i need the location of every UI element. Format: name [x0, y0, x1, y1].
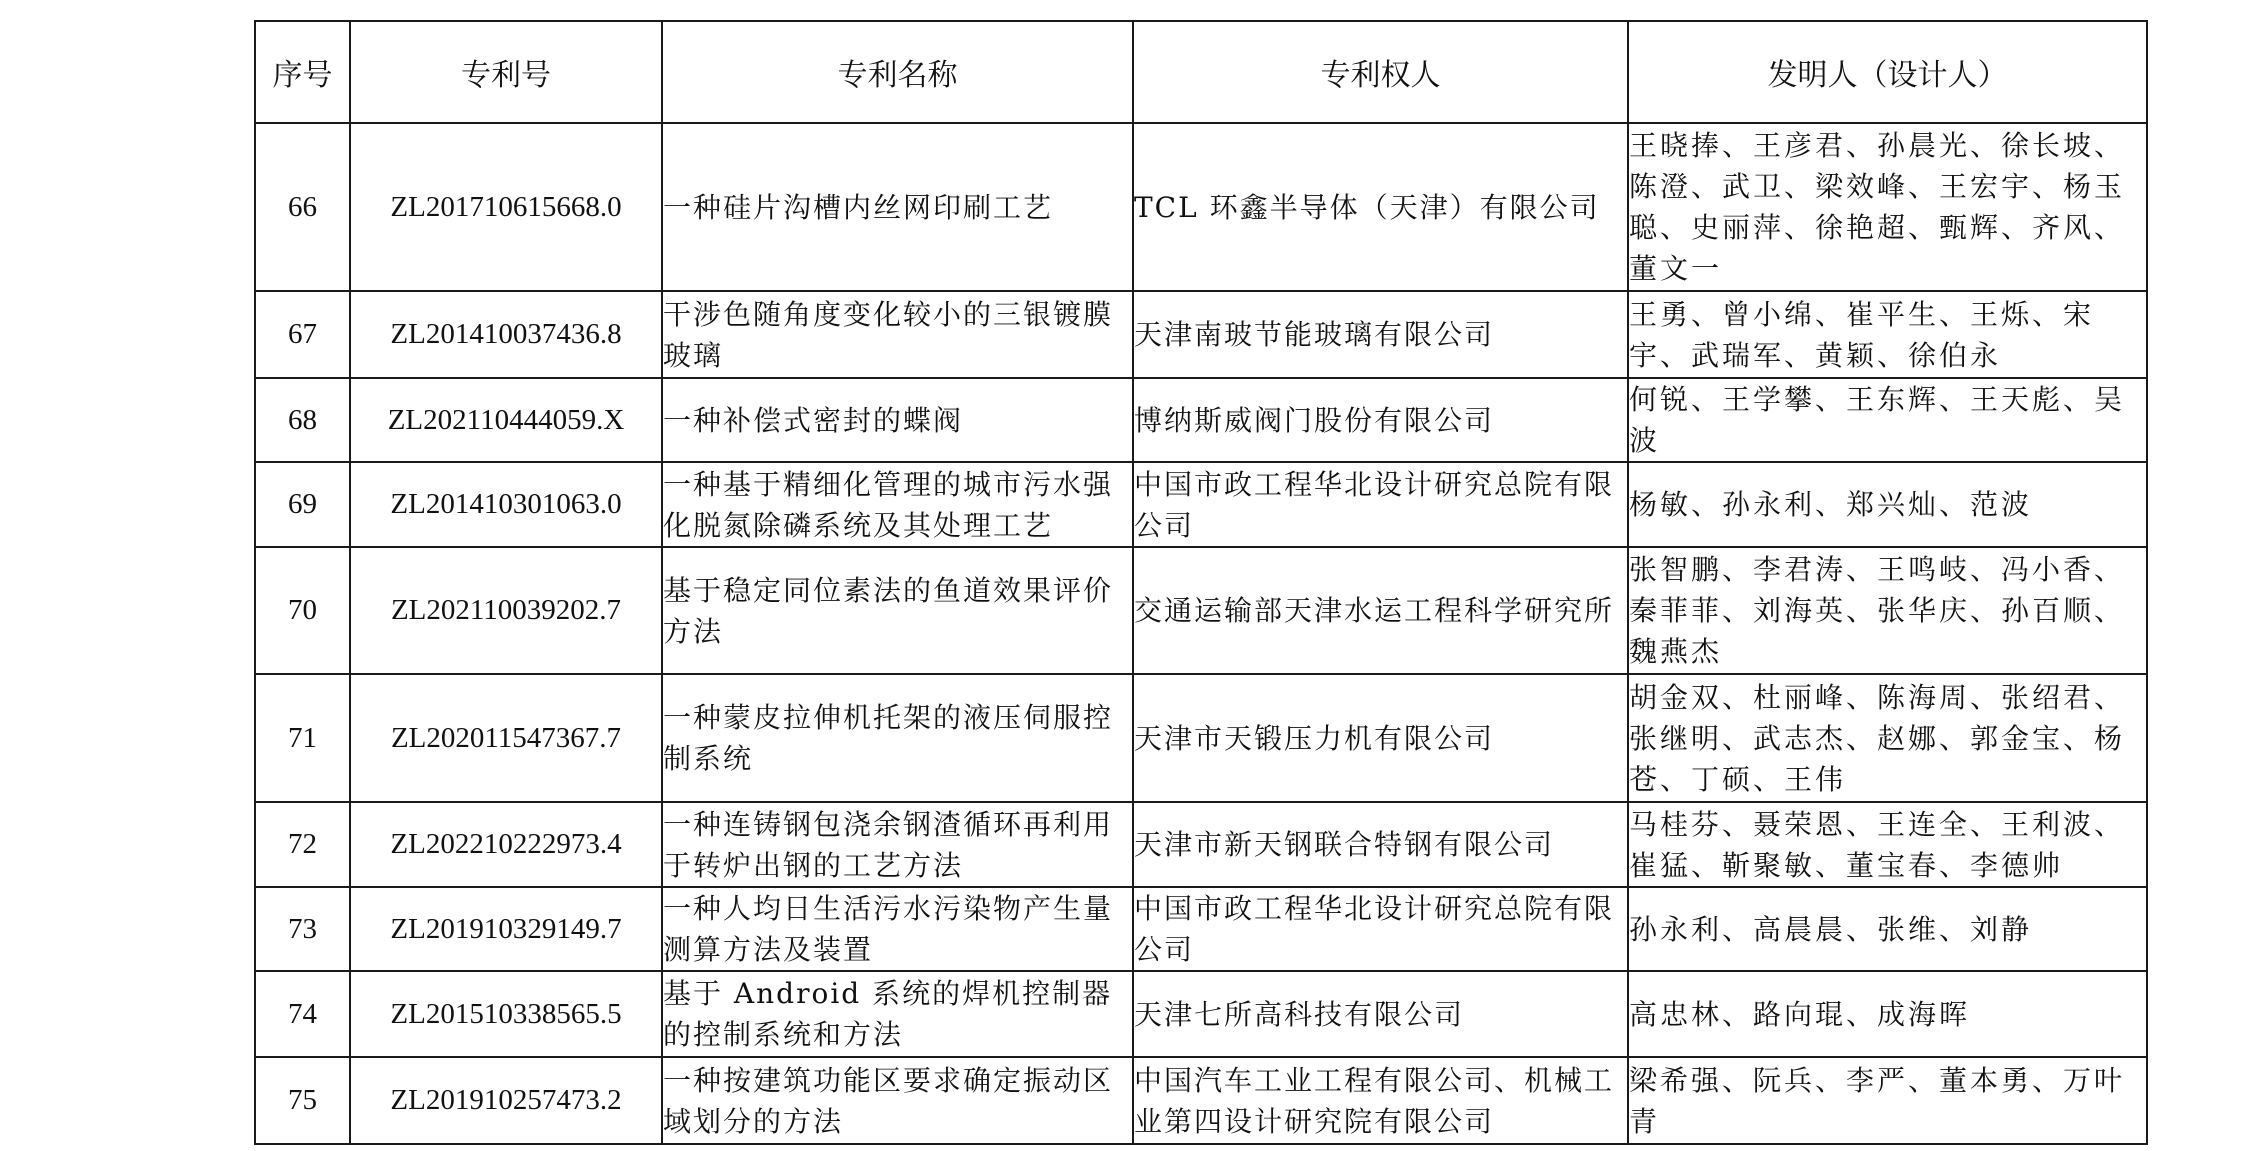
cell-inventors: 孙永利、高晨晨、张维、刘静 [1628, 887, 2147, 971]
cell-patent-name: 一种基于精细化管理的城市污水强化脱氮除磷系统及其处理工艺 [662, 462, 1133, 547]
cell-patent-name: 一种连铸钢包浇余钢渣循环再利用于转炉出钢的工艺方法 [662, 802, 1133, 887]
header-patent-name: 专利名称 [662, 21, 1133, 123]
cell-patent-name: 一种按建筑功能区要求确定振动区域划分的方法 [662, 1057, 1133, 1144]
cell-inventors: 张智鹏、李君涛、王鸣岐、冯小香、秦菲菲、刘海英、张华庆、孙百顺、魏燕杰 [1628, 547, 2147, 674]
cell-patent-name: 一种硅片沟槽内丝网印刷工艺 [662, 123, 1133, 291]
cell-patent-no: ZL202110444059.X [350, 378, 662, 462]
cell-patentee: 中国市政工程华北设计研究总院有限公司 [1133, 887, 1628, 971]
cell-patentee: 中国市政工程华北设计研究总院有限公司 [1133, 462, 1628, 547]
table-header-row [255, 21, 2147, 123]
cell-patent-name: 干涉色随角度变化较小的三银镀膜玻璃 [662, 291, 1133, 378]
cell-patent-no: ZL202110039202.7 [350, 547, 662, 674]
cell-index: 68 [255, 378, 350, 462]
cell-patent-name: 一种补偿式密封的蝶阀 [662, 378, 1133, 462]
table-row [255, 462, 2147, 547]
cell-patent-no: ZL201410301063.0 [350, 462, 662, 547]
table-row [255, 887, 2147, 971]
cell-index: 67 [255, 291, 350, 378]
cell-inventors: 梁希强、阮兵、李严、董本勇、万叶青 [1628, 1057, 2147, 1144]
cell-patent-name: 一种蒙皮拉伸机托架的液压伺服控制系统 [662, 674, 1133, 802]
header-inventors: 发明人（设计人） [1628, 21, 2147, 123]
table-row [255, 674, 2147, 802]
cell-patentee: TCL 环鑫半导体（天津）有限公司 [1133, 123, 1628, 291]
header-patent-no: 专利号 [350, 21, 662, 123]
cell-patent-no: ZL201910257473.2 [350, 1057, 662, 1144]
cell-index: 74 [255, 971, 350, 1057]
table-row [255, 971, 2147, 1057]
table-row [255, 547, 2147, 674]
cell-index: 71 [255, 674, 350, 802]
cell-inventors: 王勇、曾小绵、崔平生、王烁、宋宇、武瑞军、黄颖、徐伯永 [1628, 291, 2147, 378]
table-row [255, 291, 2147, 378]
patent-table [254, 20, 2148, 1145]
cell-inventors: 何锐、王学攀、王东辉、王天彪、吴波 [1628, 378, 2147, 462]
cell-patent-no: ZL201510338565.5 [350, 971, 662, 1057]
patent-list-document [254, 20, 2146, 1145]
cell-patent-no: ZL201410037436.8 [350, 291, 662, 378]
cell-index: 75 [255, 1057, 350, 1144]
cell-inventors: 胡金双、杜丽峰、陈海周、张绍君、张继明、武志杰、赵娜、郭金宝、杨苍、丁硕、王伟 [1628, 674, 2147, 802]
cell-inventors: 马桂芬、聂荣恩、王连全、王利波、崔猛、靳聚敏、董宝春、李德帅 [1628, 802, 2147, 887]
header-patentee: 专利权人 [1133, 21, 1628, 123]
table-row [255, 378, 2147, 462]
cell-patent-name: 一种人均日生活污水污染物产生量测算方法及装置 [662, 887, 1133, 971]
cell-index: 69 [255, 462, 350, 547]
cell-patentee: 天津市天锻压力机有限公司 [1133, 674, 1628, 802]
cell-index: 72 [255, 802, 350, 887]
cell-patentee: 交通运输部天津水运工程科学研究所 [1133, 547, 1628, 674]
header-index: 序号 [255, 21, 350, 123]
cell-patentee: 中国汽车工业工程有限公司、机械工业第四设计研究院有限公司 [1133, 1057, 1628, 1144]
cell-patent-no: ZL202011547367.7 [350, 674, 662, 802]
cell-inventors: 杨敏、孙永利、郑兴灿、范波 [1628, 462, 2147, 547]
cell-patent-no: ZL201910329149.7 [350, 887, 662, 971]
cell-patentee: 博纳斯威阀门股份有限公司 [1133, 378, 1628, 462]
table-row [255, 123, 2147, 291]
cell-patent-name: 基于 Android 系统的焊机控制器的控制系统和方法 [662, 971, 1133, 1057]
cell-inventors: 王晓捧、王彦君、孙晨光、徐长坡、陈澄、武卫、梁效峰、王宏宇、杨玉聪、史丽萍、徐艳超、甄辉、齐风、董文一 [1628, 123, 2147, 291]
cell-patentee: 天津七所高科技有限公司 [1133, 971, 1628, 1057]
table-row [255, 1057, 2147, 1144]
cell-patent-no: ZL201710615668.0 [350, 123, 662, 291]
cell-patent-no: ZL202210222973.4 [350, 802, 662, 887]
cell-index: 66 [255, 123, 350, 291]
cell-inventors: 高忠林、路向琨、成海晖 [1628, 971, 2147, 1057]
cell-index: 73 [255, 887, 350, 971]
cell-patent-name: 基于稳定同位素法的鱼道效果评价方法 [662, 547, 1133, 674]
table-row [255, 802, 2147, 887]
cell-patentee: 天津市新天钢联合特钢有限公司 [1133, 802, 1628, 887]
cell-index: 70 [255, 547, 350, 674]
cell-patentee: 天津南玻节能玻璃有限公司 [1133, 291, 1628, 378]
